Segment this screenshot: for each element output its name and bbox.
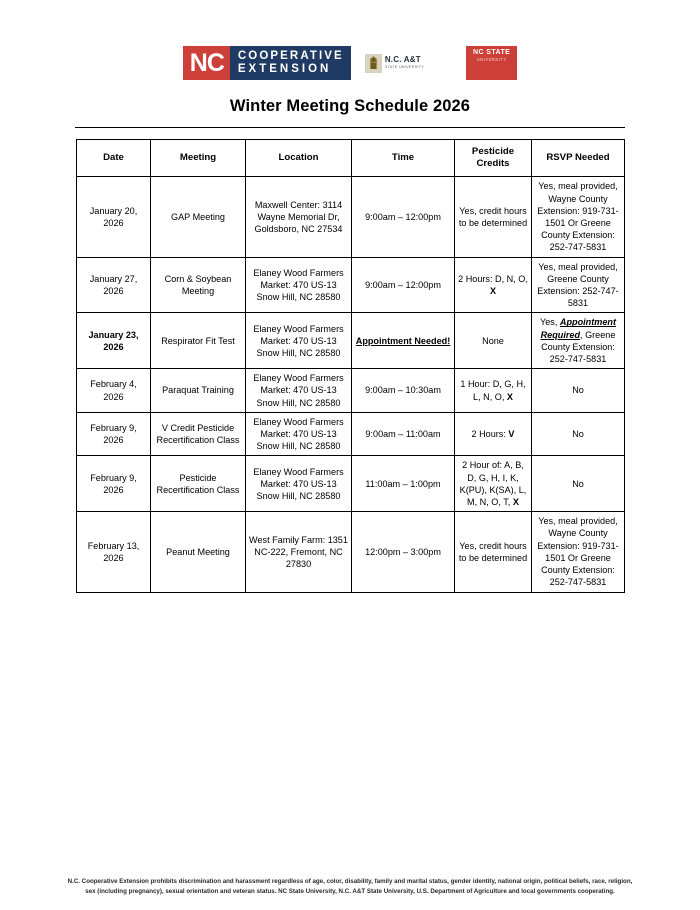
cell-time: 9:00am – 12:00pm: [352, 177, 455, 257]
logo-strip: [183, 46, 517, 80]
nc-state-logo: [466, 46, 517, 80]
cell-time: [352, 313, 455, 369]
table-row: [77, 257, 625, 313]
nondiscrimination-disclaimer: N.C. Cooperative Extension prohibits discrimination and harassment regardless of age, color, disability, family and marital status, gender identity, national origin, political beliefs, race, religion, sex (including pregnancy), sexual orientation and veteran status. NC State University, N.C. A&T State University, U.S. Department of Agriculture and local governments cooperating.: [67, 878, 633, 895]
rsvp-prefix: Yes,: [540, 317, 558, 328]
cell-credits: [455, 412, 532, 456]
credits-highlight: X: [489, 286, 497, 297]
table-row: [77, 177, 625, 257]
nc-at-logo: [365, 46, 424, 80]
nc-at-subtitle: STATE UNIVERSITY: [384, 65, 425, 70]
cell-credits: Yes, credit hours to be determined: [455, 177, 532, 257]
column-header-location: Location: [246, 140, 352, 177]
winter-meeting-schedule-table: [76, 139, 625, 593]
cell-location: West Family Farm: 1351 NC-222, Fremont, NC 27830: [246, 512, 352, 592]
cell-date: February 13, 2026: [77, 512, 151, 592]
cell-meeting: GAP Meeting: [151, 177, 246, 257]
cell-rsvp: Yes, meal provided, Wayne County Extension: 919-731-1501 Or Greene County Extension: 252-747-5831: [532, 177, 625, 257]
table-row: [77, 369, 625, 413]
table-header-row: [77, 140, 625, 177]
cell-date: February 4, 2026: [77, 369, 151, 413]
cell-location: Elaney Wood Farmers Market: 470 US-13 Snow Hill, NC 28580: [246, 257, 352, 313]
cell-meeting: Peanut Meeting: [151, 512, 246, 592]
credits-text: 1 Hour: D, G, H, L, N, O,: [460, 379, 526, 402]
nc-monogram: NC: [183, 46, 230, 80]
cell-meeting: Pesticide Recertification Class: [151, 456, 246, 512]
cell-credits: [455, 257, 532, 313]
cell-credits: Yes, credit hours to be determined: [455, 512, 532, 592]
credits-highlight: X: [512, 497, 519, 508]
credits-highlight: V: [508, 429, 515, 440]
cell-meeting: Respirator Fit Test: [151, 313, 246, 369]
cell-rsvp: [532, 313, 625, 369]
table-row: [77, 512, 625, 592]
page-title: Winter Meeting Schedule 2026: [229, 97, 471, 115]
cell-time: 9:00am – 12:00pm: [352, 257, 455, 313]
cell-rsvp: Yes, meal provided, Greene County Extension: 252-747-5831: [532, 257, 625, 313]
credits-text: 2 Hours:: [471, 429, 509, 440]
appointment-needed-text: Appointment Needed!: [355, 335, 451, 346]
cell-date: February 9, 2026: [77, 412, 151, 456]
cell-date: February 9, 2026: [77, 456, 151, 512]
cell-time: 9:00am – 11:00am: [352, 412, 455, 456]
cell-time: 9:00am – 10:30am: [352, 369, 455, 413]
column-header-meeting: Meeting: [151, 140, 246, 177]
cell-time: 12:00pm – 3:00pm: [352, 512, 455, 592]
cell-location: Elaney Wood Farmers Market: 470 US-13 Snow Hill, NC 28580: [246, 313, 352, 369]
table-row: [77, 313, 625, 369]
cell-rsvp: No: [532, 456, 625, 512]
cell-rsvp: No: [532, 412, 625, 456]
nc-state-name: NC STATE: [473, 49, 511, 56]
table-row: [77, 456, 625, 512]
aggie-bulldog-icon: [365, 54, 382, 73]
cell-credits: [455, 369, 532, 413]
cell-date: January 27, 2026: [77, 257, 151, 313]
logo-spacer: [351, 46, 365, 80]
cell-rsvp: No: [532, 369, 625, 413]
cell-date: January 20, 2026: [77, 177, 151, 257]
cell-credits: None: [455, 313, 532, 369]
table-row: [77, 412, 625, 456]
column-header-rsvp-needed: RSVP Needed: [532, 140, 625, 177]
cooperative-extension-wordmark: [230, 46, 351, 80]
cell-date: January 23, 2026: [77, 313, 151, 369]
cell-location: Elaney Wood Farmers Market: 470 US-13 Snow Hill, NC 28580: [246, 369, 352, 413]
column-header-pesticide-credits: Pesticide Credits: [455, 140, 532, 177]
nc-state-subtitle: UNIVERSITY: [476, 57, 507, 62]
schedule-table-wrapper: [76, 139, 624, 593]
credits-text: 2 Hours: D, N, O,: [458, 273, 528, 284]
cell-meeting: Corn & Soybean Meeting: [151, 257, 246, 313]
cell-meeting: Paraquat Training: [151, 369, 246, 413]
appointment-required-emphasis: Appointment Required: [540, 317, 616, 340]
cell-location: Elaney Wood Farmers Market: 470 US-13 Snow Hill, NC 28580: [246, 456, 352, 512]
credits-text: 2 Hour of: A, B, D, G, H, I, K, K(PU), K(SA), L, M, N, O, T,: [459, 460, 527, 508]
cell-time: 11:00am – 1:00pm: [352, 456, 455, 512]
nc-at-name: N.C. A&T: [384, 55, 421, 65]
column-header-date: Date: [77, 140, 151, 177]
cell-location: Elaney Wood Farmers Market: 470 US-13 Snow Hill, NC 28580: [246, 412, 352, 456]
title-divider: [75, 127, 625, 128]
cell-rsvp: Yes, meal provided, Wayne County Extension: 919-731-1501 Or Greene County Extension: 252-747-5831: [532, 512, 625, 592]
nc-at-wordmark: [385, 56, 424, 70]
cell-meeting: V Credit Pesticide Recertification Class: [151, 412, 246, 456]
wordmark-line-extension: EXTENSION: [237, 63, 332, 75]
cell-location: Maxwell Center: 3114 Wayne Memorial Dr, Goldsboro, NC 27534: [246, 177, 352, 257]
column-header-time: Time: [352, 140, 455, 177]
credits-highlight: X: [506, 391, 513, 402]
rsvp-rest: , Greene County Extension: 252-747-5831: [541, 329, 616, 365]
wordmark-line-cooperative: COOPERATIVE: [237, 50, 344, 62]
cell-credits: [455, 456, 532, 512]
logo-band: [0, 0, 700, 80]
nc-cooperative-extension-logo: [183, 46, 351, 80]
